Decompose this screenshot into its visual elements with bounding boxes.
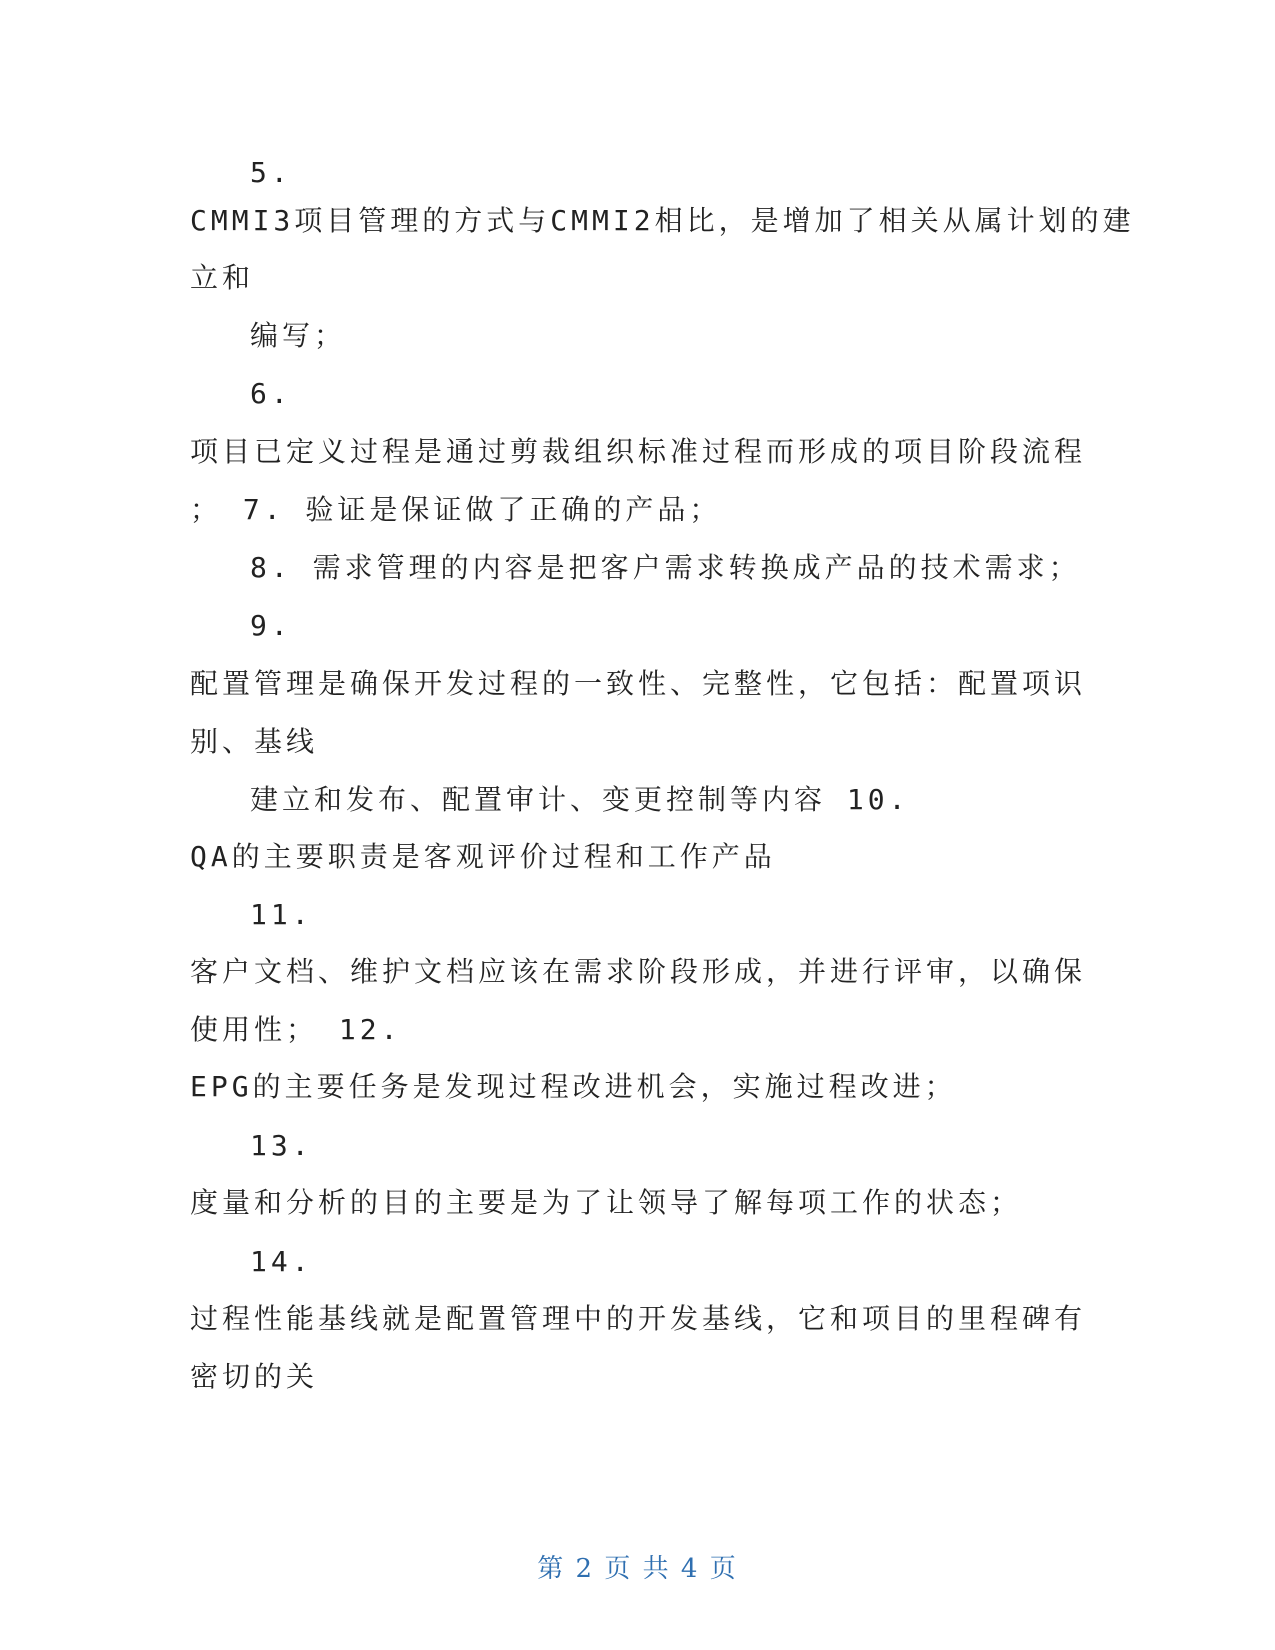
text-line: 项目已定义过程是通过剪裁组织标准过程而形成的项目阶段流程 <box>190 435 1087 468</box>
text-line: 立和 <box>190 261 255 294</box>
text-line: ； 7. 验证是保证做了正确的产品； <box>190 493 722 526</box>
text-line: 6. <box>250 377 292 410</box>
text-line: QA的主要职责是客观评价过程和工作产品 <box>190 840 776 873</box>
page-number-footer: 第 2 页 共 4 页 <box>537 1554 738 1584</box>
text-line: 密切的关 <box>190 1360 319 1393</box>
text-line: 11. <box>250 898 313 931</box>
text-line: 建立和发布、配置审计、变更控制等内容 10. <box>250 783 910 816</box>
text-line: 过程性能基线就是配置管理中的开发基线，它和项目的里程碑有 <box>190 1302 1087 1335</box>
text-line: 别、基线 <box>190 725 319 758</box>
text-line: 编写； <box>250 319 347 352</box>
text-line: 14. <box>250 1245 313 1278</box>
text-line: EPG的主要任务是发现过程改进机会，实施过程改进； <box>190 1070 957 1103</box>
text-line: 9. <box>250 609 292 642</box>
text-line: 配置管理是确保开发过程的一致性、完整性，它包括：配置项识 <box>190 667 1087 700</box>
text-line: 13. <box>250 1129 313 1162</box>
text-line: 度量和分析的目的主要是为了让领导了解每项工作的状态； <box>190 1186 1023 1219</box>
text-line: 5. <box>250 156 292 189</box>
text-line: 使用性； 12. <box>190 1013 402 1046</box>
text-line: CMMI3项目管理的方式与CMMI2相比，是增加了相关从属计划的建 <box>190 204 1135 237</box>
text-line: 8. 需求管理的内容是把客户需求转换成产品的技术需求； <box>250 551 1081 584</box>
text-line: 客户文档、维护文档应该在需求阶段形成，并进行评审，以确保 <box>190 955 1087 988</box>
